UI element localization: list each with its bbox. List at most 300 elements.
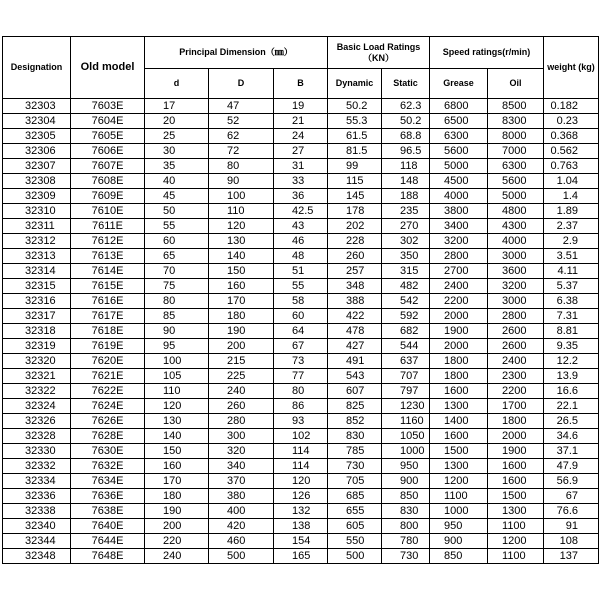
- cell-grease: 1500: [430, 444, 488, 459]
- cell-d: 17: [145, 99, 209, 114]
- cell-dynamic: 388: [328, 294, 382, 309]
- cell-D: 400: [209, 504, 274, 519]
- cell-static: 315: [382, 264, 430, 279]
- cell-designation: 32317: [3, 309, 71, 324]
- table-row: [3, 189, 599, 204]
- cell-D: 420: [209, 519, 274, 534]
- cell-static: 797: [382, 384, 430, 399]
- cell-d: 30: [145, 144, 209, 159]
- cell-designation: 32348: [3, 549, 71, 564]
- cell-weight: 6.38: [544, 294, 599, 309]
- cell-oil: 3600: [488, 264, 544, 279]
- cell-old-model: 7636E: [71, 489, 145, 504]
- cell-B: 126: [274, 489, 328, 504]
- cell-dynamic: 605: [328, 519, 382, 534]
- cell-d: 90: [145, 324, 209, 339]
- cell-static: 682: [382, 324, 430, 339]
- cell-oil: 1700: [488, 399, 544, 414]
- cell-B: 43: [274, 219, 328, 234]
- cell-d: 150: [145, 444, 209, 459]
- cell-designation: 32338: [3, 504, 71, 519]
- cell-d: 180: [145, 489, 209, 504]
- col-header-static: Static: [382, 69, 430, 99]
- cell-D: 52: [209, 114, 274, 129]
- cell-grease: 1800: [430, 369, 488, 384]
- cell-static: 592: [382, 309, 430, 324]
- cell-D: 225: [209, 369, 274, 384]
- cell-B: 19: [274, 99, 328, 114]
- cell-d: 70: [145, 264, 209, 279]
- cell-static: 1160: [382, 414, 430, 429]
- cell-weight: 12.2: [544, 354, 599, 369]
- table-row: [3, 279, 599, 294]
- cell-old-model: 7644E: [71, 534, 145, 549]
- cell-d: 40: [145, 174, 209, 189]
- cell-designation: 32332: [3, 459, 71, 474]
- cell-oil: 2300: [488, 369, 544, 384]
- cell-grease: 2000: [430, 309, 488, 324]
- cell-weight: 13.9: [544, 369, 599, 384]
- cell-old-model: 7624E: [71, 399, 145, 414]
- cell-dynamic: 145: [328, 189, 382, 204]
- cell-D: 100: [209, 189, 274, 204]
- cell-old-model: 7620E: [71, 354, 145, 369]
- table-row: [3, 549, 599, 564]
- cell-grease: 950: [430, 519, 488, 534]
- cell-designation: 32304: [3, 114, 71, 129]
- cell-oil: 2800: [488, 309, 544, 324]
- cell-designation: 32334: [3, 474, 71, 489]
- cell-designation: 32308: [3, 174, 71, 189]
- cell-grease: 2800: [430, 249, 488, 264]
- cell-old-model: 7608E: [71, 174, 145, 189]
- cell-B: 48: [274, 249, 328, 264]
- cell-old-model: 7607E: [71, 159, 145, 174]
- cell-weight: 0.182: [544, 99, 599, 114]
- cell-old-model: 7628E: [71, 429, 145, 444]
- cell-D: 380: [209, 489, 274, 504]
- cell-dynamic: 50.2: [328, 99, 382, 114]
- table-header: [3, 37, 599, 99]
- cell-static: 96.5: [382, 144, 430, 159]
- cell-oil: 8000: [488, 129, 544, 144]
- cell-static: 1000: [382, 444, 430, 459]
- cell-B: 114: [274, 459, 328, 474]
- cell-grease: 3200: [430, 234, 488, 249]
- cell-dynamic: 260: [328, 249, 382, 264]
- cell-B: 138: [274, 519, 328, 534]
- cell-weight: 4.11: [544, 264, 599, 279]
- cell-dynamic: 830: [328, 429, 382, 444]
- cell-B: 31: [274, 159, 328, 174]
- cell-oil: 1800: [488, 414, 544, 429]
- cell-grease: 1400: [430, 414, 488, 429]
- cell-D: 460: [209, 534, 274, 549]
- cell-designation: 32312: [3, 234, 71, 249]
- cell-dynamic: 99: [328, 159, 382, 174]
- cell-oil: 8300: [488, 114, 544, 129]
- col-group-speed-ratings: Speed ratings(r/min): [430, 37, 544, 69]
- cell-weight: 76.6: [544, 504, 599, 519]
- cell-grease: 3400: [430, 219, 488, 234]
- cell-dynamic: 427: [328, 339, 382, 354]
- cell-B: 86: [274, 399, 328, 414]
- cell-dynamic: 228: [328, 234, 382, 249]
- cell-B: 24: [274, 129, 328, 144]
- cell-D: 170: [209, 294, 274, 309]
- col-header-dynamic: Dynamic: [328, 69, 382, 99]
- cell-grease: 1000: [430, 504, 488, 519]
- table-row: [3, 129, 599, 144]
- cell-dynamic: 55.3: [328, 114, 382, 129]
- cell-oil: 1900: [488, 444, 544, 459]
- cell-weight: 0.23: [544, 114, 599, 129]
- cell-dynamic: 730: [328, 459, 382, 474]
- cell-dynamic: 257: [328, 264, 382, 279]
- cell-D: 62: [209, 129, 274, 144]
- cell-d: 25: [145, 129, 209, 144]
- cell-old-model: 7612E: [71, 234, 145, 249]
- cell-d: 130: [145, 414, 209, 429]
- cell-designation: 32326: [3, 414, 71, 429]
- cell-D: 300: [209, 429, 274, 444]
- cell-B: 67: [274, 339, 328, 354]
- cell-grease: 6300: [430, 129, 488, 144]
- cell-designation: 32313: [3, 249, 71, 264]
- cell-oil: 5000: [488, 189, 544, 204]
- cell-weight: 56.9: [544, 474, 599, 489]
- cell-d: 95: [145, 339, 209, 354]
- table-row: [3, 249, 599, 264]
- cell-oil: 1100: [488, 549, 544, 564]
- cell-D: 240: [209, 384, 274, 399]
- cell-oil: 4800: [488, 204, 544, 219]
- cell-B: 154: [274, 534, 328, 549]
- cell-grease: 1300: [430, 459, 488, 474]
- table-row: [3, 219, 599, 234]
- cell-D: 260: [209, 399, 274, 414]
- cell-designation: 32303: [3, 99, 71, 114]
- cell-D: 47: [209, 99, 274, 114]
- cell-grease: 5600: [430, 144, 488, 159]
- cell-B: 132: [274, 504, 328, 519]
- table-row: [3, 444, 599, 459]
- cell-B: 33: [274, 174, 328, 189]
- bearing-spec-sheet: [0, 36, 600, 564]
- cell-B: 73: [274, 354, 328, 369]
- cell-oil: 8500: [488, 99, 544, 114]
- cell-D: 120: [209, 219, 274, 234]
- cell-dynamic: 478: [328, 324, 382, 339]
- cell-oil: 1200: [488, 534, 544, 549]
- cell-oil: 3000: [488, 294, 544, 309]
- cell-B: 58: [274, 294, 328, 309]
- cell-static: 302: [382, 234, 430, 249]
- cell-oil: 4300: [488, 219, 544, 234]
- cell-designation: 32310: [3, 204, 71, 219]
- cell-grease: 2200: [430, 294, 488, 309]
- cell-weight: 16.6: [544, 384, 599, 399]
- cell-static: 707: [382, 369, 430, 384]
- cell-old-model: 7606E: [71, 144, 145, 159]
- cell-static: 62.3: [382, 99, 430, 114]
- cell-weight: 37.1: [544, 444, 599, 459]
- cell-old-model: 7611E: [71, 219, 145, 234]
- cell-B: 42.5: [274, 204, 328, 219]
- cell-oil: 7000: [488, 144, 544, 159]
- cell-d: 220: [145, 534, 209, 549]
- cell-static: 637: [382, 354, 430, 369]
- cell-static: 544: [382, 339, 430, 354]
- cell-grease: 4500: [430, 174, 488, 189]
- table-row: [3, 534, 599, 549]
- cell-D: 340: [209, 459, 274, 474]
- cell-old-model: 7626E: [71, 414, 145, 429]
- cell-old-model: 7619E: [71, 339, 145, 354]
- cell-weight: 22.1: [544, 399, 599, 414]
- cell-weight: 0.562: [544, 144, 599, 159]
- col-header-designation: Designation: [3, 37, 71, 99]
- cell-weight: 3.51: [544, 249, 599, 264]
- cell-d: 80: [145, 294, 209, 309]
- table-row: [3, 429, 599, 444]
- table-row: [3, 99, 599, 114]
- cell-grease: 5000: [430, 159, 488, 174]
- cell-designation: 32316: [3, 294, 71, 309]
- cell-designation: 32309: [3, 189, 71, 204]
- cell-static: 188: [382, 189, 430, 204]
- cell-old-model: 7610E: [71, 204, 145, 219]
- cell-grease: 1600: [430, 429, 488, 444]
- cell-designation: 32319: [3, 339, 71, 354]
- cell-static: 1050: [382, 429, 430, 444]
- cell-d: 105: [145, 369, 209, 384]
- cell-static: 148: [382, 174, 430, 189]
- col-header-d: d: [145, 69, 209, 99]
- cell-B: 46: [274, 234, 328, 249]
- cell-D: 160: [209, 279, 274, 294]
- cell-B: 21: [274, 114, 328, 129]
- cell-dynamic: 785: [328, 444, 382, 459]
- cell-dynamic: 500: [328, 549, 382, 564]
- cell-B: 93: [274, 414, 328, 429]
- cell-designation: 32328: [3, 429, 71, 444]
- cell-weight: 7.31: [544, 309, 599, 324]
- cell-d: 35: [145, 159, 209, 174]
- cell-B: 27: [274, 144, 328, 159]
- cell-old-model: 7638E: [71, 504, 145, 519]
- table-body: [3, 99, 599, 564]
- cell-d: 160: [145, 459, 209, 474]
- bearing-spec-table: [2, 36, 599, 564]
- cell-oil: 3000: [488, 249, 544, 264]
- cell-old-model: 7622E: [71, 384, 145, 399]
- cell-dynamic: 178: [328, 204, 382, 219]
- cell-d: 85: [145, 309, 209, 324]
- cell-old-model: 7621E: [71, 369, 145, 384]
- cell-oil: 4000: [488, 234, 544, 249]
- cell-d: 140: [145, 429, 209, 444]
- cell-dynamic: 852: [328, 414, 382, 429]
- cell-weight: 0.368: [544, 129, 599, 144]
- cell-old-model: 7616E: [71, 294, 145, 309]
- cell-D: 180: [209, 309, 274, 324]
- cell-grease: 1200: [430, 474, 488, 489]
- cell-D: 80: [209, 159, 274, 174]
- cell-old-model: 7614E: [71, 264, 145, 279]
- table-row: [3, 294, 599, 309]
- cell-static: 1230: [382, 399, 430, 414]
- cell-d: 120: [145, 399, 209, 414]
- cell-static: 800: [382, 519, 430, 534]
- cell-designation: 32344: [3, 534, 71, 549]
- cell-D: 140: [209, 249, 274, 264]
- cell-grease: 2000: [430, 339, 488, 354]
- cell-weight: 2.9: [544, 234, 599, 249]
- table-row: [3, 399, 599, 414]
- cell-dynamic: 825: [328, 399, 382, 414]
- cell-old-model: 7648E: [71, 549, 145, 564]
- cell-dynamic: 655: [328, 504, 382, 519]
- cell-static: 780: [382, 534, 430, 549]
- cell-dynamic: 115: [328, 174, 382, 189]
- cell-dynamic: 491: [328, 354, 382, 369]
- cell-weight: 1.89: [544, 204, 599, 219]
- cell-grease: 2700: [430, 264, 488, 279]
- cell-D: 500: [209, 549, 274, 564]
- cell-old-model: 7603E: [71, 99, 145, 114]
- cell-B: 55: [274, 279, 328, 294]
- cell-dynamic: 543: [328, 369, 382, 384]
- cell-designation: 32324: [3, 399, 71, 414]
- cell-dynamic: 61.5: [328, 129, 382, 144]
- cell-weight: 47.9: [544, 459, 599, 474]
- table-row: [3, 144, 599, 159]
- cell-oil: 5600: [488, 174, 544, 189]
- cell-D: 370: [209, 474, 274, 489]
- cell-D: 110: [209, 204, 274, 219]
- cell-old-model: 7630E: [71, 444, 145, 459]
- cell-oil: 1100: [488, 519, 544, 534]
- cell-designation: 32321: [3, 369, 71, 384]
- cell-designation: 32330: [3, 444, 71, 459]
- cell-grease: 1900: [430, 324, 488, 339]
- table-row: [3, 504, 599, 519]
- cell-static: 900: [382, 474, 430, 489]
- table-row: [3, 339, 599, 354]
- cell-static: 730: [382, 549, 430, 564]
- cell-d: 100: [145, 354, 209, 369]
- cell-designation: 32340: [3, 519, 71, 534]
- cell-static: 850: [382, 489, 430, 504]
- cell-d: 110: [145, 384, 209, 399]
- cell-old-model: 7609E: [71, 189, 145, 204]
- col-group-basic-load-ratings: Basic Load Ratings（KN）: [328, 37, 430, 69]
- cell-dynamic: 607: [328, 384, 382, 399]
- cell-D: 280: [209, 414, 274, 429]
- cell-static: 68.8: [382, 129, 430, 144]
- cell-weight: 2.37: [544, 219, 599, 234]
- cell-static: 270: [382, 219, 430, 234]
- table-row: [3, 489, 599, 504]
- cell-D: 200: [209, 339, 274, 354]
- cell-dynamic: 348: [328, 279, 382, 294]
- cell-weight: 137: [544, 549, 599, 564]
- col-header-weight: weight (kg): [544, 37, 599, 99]
- cell-old-model: 7640E: [71, 519, 145, 534]
- cell-designation: 32320: [3, 354, 71, 369]
- table-row: [3, 174, 599, 189]
- cell-static: 118: [382, 159, 430, 174]
- cell-D: 215: [209, 354, 274, 369]
- cell-B: 114: [274, 444, 328, 459]
- cell-d: 20: [145, 114, 209, 129]
- cell-dynamic: 202: [328, 219, 382, 234]
- cell-designation: 32311: [3, 219, 71, 234]
- cell-designation: 32307: [3, 159, 71, 174]
- cell-static: 950: [382, 459, 430, 474]
- table-row: [3, 234, 599, 249]
- cell-weight: 1.04: [544, 174, 599, 189]
- cell-B: 51: [274, 264, 328, 279]
- cell-B: 102: [274, 429, 328, 444]
- cell-B: 80: [274, 384, 328, 399]
- cell-dynamic: 550: [328, 534, 382, 549]
- cell-old-model: 7618E: [71, 324, 145, 339]
- cell-d: 60: [145, 234, 209, 249]
- cell-B: 120: [274, 474, 328, 489]
- cell-grease: 4000: [430, 189, 488, 204]
- cell-D: 190: [209, 324, 274, 339]
- cell-oil: 1500: [488, 489, 544, 504]
- cell-oil: 6300: [488, 159, 544, 174]
- col-header-old-model: Old model: [71, 37, 145, 99]
- cell-B: 60: [274, 309, 328, 324]
- table-row: [3, 519, 599, 534]
- cell-oil: 2200: [488, 384, 544, 399]
- cell-B: 77: [274, 369, 328, 384]
- cell-static: 482: [382, 279, 430, 294]
- cell-oil: 3200: [488, 279, 544, 294]
- col-header-D: D: [209, 69, 274, 99]
- cell-designation: 32314: [3, 264, 71, 279]
- cell-oil: 1600: [488, 474, 544, 489]
- cell-old-model: 7634E: [71, 474, 145, 489]
- col-header-B: B: [274, 69, 328, 99]
- cell-grease: 3800: [430, 204, 488, 219]
- cell-D: 90: [209, 174, 274, 189]
- table-row: [3, 459, 599, 474]
- cell-oil: 2400: [488, 354, 544, 369]
- cell-weight: 5.37: [544, 279, 599, 294]
- cell-d: 240: [145, 549, 209, 564]
- cell-static: 350: [382, 249, 430, 264]
- table-row: [3, 114, 599, 129]
- cell-dynamic: 705: [328, 474, 382, 489]
- cell-d: 50: [145, 204, 209, 219]
- cell-d: 200: [145, 519, 209, 534]
- cell-weight: 9.35: [544, 339, 599, 354]
- cell-old-model: 7632E: [71, 459, 145, 474]
- cell-oil: 2600: [488, 339, 544, 354]
- cell-grease: 6800: [430, 99, 488, 114]
- cell-d: 190: [145, 504, 209, 519]
- cell-old-model: 7613E: [71, 249, 145, 264]
- table-row: [3, 384, 599, 399]
- cell-d: 65: [145, 249, 209, 264]
- cell-grease: 6500: [430, 114, 488, 129]
- cell-designation: 32306: [3, 144, 71, 159]
